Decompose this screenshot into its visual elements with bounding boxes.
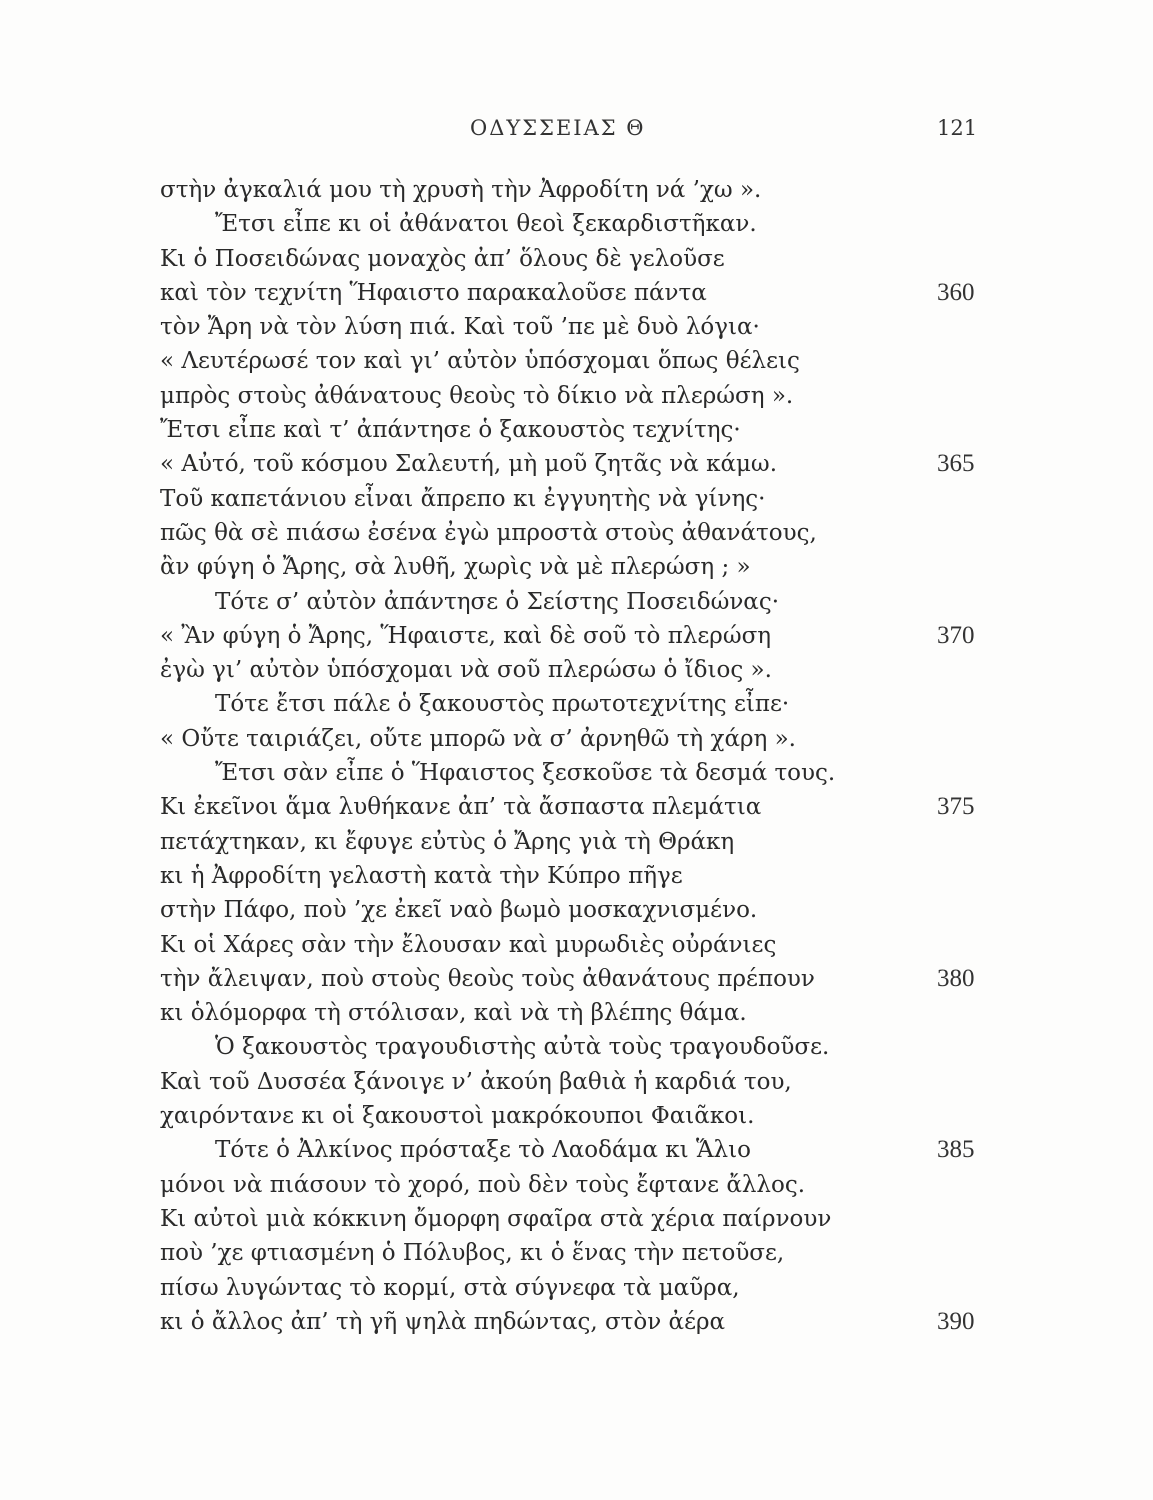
verse-line [0, 379, 1153, 413]
verse-line [0, 173, 1153, 207]
verse-line [0, 1065, 1153, 1099]
verse-line [0, 242, 1153, 276]
verse-text: Καὶ τοῦ Δυσσέα ξάνοιγε ν’ ἀκούη βαθιὰ ἡ καρδιά του, [160, 1068, 792, 1095]
verse-text: Κι ἐκεῖνοι ἅμα λυθήκανε ἀπ’ τὰ ἄσπαστα πλεμάτια [160, 794, 762, 821]
verse-line [0, 687, 1153, 721]
verse-text: πίσω λυγώντας τὸ κορμί, στὰ σύγνεφα τὰ μαῦρα, [160, 1274, 740, 1301]
verse-line [0, 825, 1153, 859]
verse-line [0, 722, 1153, 756]
line-number: 380 [937, 964, 975, 992]
verse-text: μπρὸς στοὺς ἀθάνατους θεοὺς τὸ δίκιο νὰ πλερώση ». [160, 382, 794, 409]
verse-line [0, 310, 1153, 344]
verse-text: Τοῦ καπετάνιου εἶναι ἄπρεπο κι ἐγγυητὴς νὰ γίνης· [160, 485, 766, 512]
verse-text: κι ὁ ἄλλος ἀπ’ τὴ γῆ ψηλὰ πηδώντας, στὸν ἀέρα [160, 1308, 726, 1335]
verse-text: τὸν Ἄρη νὰ τὸν λύση πιά. Καὶ τοῦ ’πε μὲ δυὸ λόγια· [160, 314, 760, 341]
verse-text: καὶ τὸν τεχνίτη Ἥφαιστο παρακαλοῦσε πάντα [160, 279, 707, 306]
verse-line [0, 550, 1153, 584]
page-header [0, 116, 1153, 146]
verse-text: ἂν φύγη ὁ Ἄρης, σὰ λυθῆ, χωρὶς νὰ μὲ πλερώση ; » [160, 554, 751, 581]
verse-text: Κι ὁ Ποσειδώνας μοναχὸς ἀπ’ ὅλους δὲ γελοῦσε [160, 245, 725, 272]
verse-text: Ὁ ξακουστὸς τραγουδιστὴς αὐτὰ τοὺς τραγουδοῦσε. [215, 1034, 830, 1061]
verse-line [0, 859, 1153, 893]
verse-text: πῶς θὰ σὲ πιάσω ἐσένα ἐγὼ μπροστὰ στοὺς ἀθανάτους, [160, 519, 817, 546]
verse-line [0, 344, 1153, 378]
line-number: 365 [937, 450, 975, 478]
verse-text: « Οὔτε ταιριάζει, οὔτε μπορῶ νὰ σ’ ἀρνηθῶ τὴ χάρη ». [160, 725, 796, 752]
verse-line [0, 1168, 1153, 1202]
verse-text: ἐγὼ γι’ αὐτὸν ὑπόσχομαι νὰ σοῦ πλερώσω ὁ ἴδιος ». [160, 657, 772, 684]
verse-line [0, 1202, 1153, 1236]
line-number: 370 [937, 621, 975, 649]
line-number: 360 [937, 278, 975, 306]
verse-text: « Λευτέρωσέ τον καὶ γι’ αὐτὸν ὑπόσχομαι ὅπως θέλεις [160, 348, 800, 375]
verse-line [0, 1133, 1153, 1167]
verse-text: χαιρόντανε κι οἱ ξακουστοὶ μακρόκουποι Φαιᾶκοι. [160, 1103, 755, 1130]
verse-text: Ἔτσι εἶπε καὶ τ’ ἀπάντησε ὁ ξακουστὸς τεχνίτης· [160, 417, 741, 444]
line-number: 390 [937, 1307, 975, 1335]
verse-text: μόνοι νὰ πιάσουν τὸ χορό, ποὺ δὲν τοὺς ἔφτανε ἄλλος. [160, 1171, 806, 1198]
verse-line [0, 447, 1153, 481]
verse-text: « Αὐτό, τοῦ κόσμου Σαλευτή, μὴ μοῦ ζητᾶς νὰ κάμω. [160, 451, 778, 478]
verse-line [0, 928, 1153, 962]
verse-line [0, 1305, 1153, 1339]
verse-text: πετάχτηκαν, κι ἔφυγε εὐτὺς ὁ Ἄρης γιὰ τὴ Θράκη [160, 828, 735, 855]
verse-line [0, 482, 1153, 516]
verse-text: κι ἡ Ἀφροδίτη γελαστὴ κατὰ τὴν Κύπρο πῆγε [160, 862, 683, 889]
verse-line [0, 790, 1153, 824]
verse-text: κι ὁλόμορφα τὴ στόλισαν, καὶ νὰ τὴ βλέπης θάμα. [160, 1000, 747, 1027]
poem-body [0, 173, 1153, 1339]
verse-line [0, 756, 1153, 790]
verse-text: Ἔτσι εἶπε κι οἱ ἀθάνατοι θεοὶ ξεκαρδιστῆκαν. [215, 211, 757, 238]
verse-text: Τότε ὁ Ἀλκίνος πρόσταξε τὸ Λαοδάμα κι Ἅλιο [215, 1137, 751, 1164]
verse-text: στὴν ἀγκαλιά μου τὴ χρυσὴ τὴν Ἀφροδίτη νά ’χω ». [160, 177, 762, 203]
verse-line [0, 1271, 1153, 1305]
verse-text: Κι αὐτοὶ μιὰ κόκκινη ὄμορφη σφαῖρα στὰ χέρια παίρνουν [160, 1205, 832, 1232]
verse-line [0, 653, 1153, 687]
verse-line [0, 619, 1153, 653]
verse-line [0, 962, 1153, 996]
verse-text: « Ἂν φύγη ὁ Ἄρης, Ἥφαιστε, καὶ δὲ σοῦ τὸ πλερώση [160, 622, 772, 649]
verse-text: στὴν Πάφο, ποὺ ’χε ἐκεῖ ναὸ βωμὸ μοσκαχνισμένο. [160, 897, 758, 924]
verse-text: Κι οἱ Χάρες σὰν τὴν ἔλουσαν καὶ μυρωδιὲς οὐράνιες [160, 931, 777, 958]
verse-line [0, 893, 1153, 927]
verse-text: Τότε ἔτσι πάλε ὁ ξακουστὸς πρωτοτεχνίτης εἶπε· [215, 691, 790, 718]
verse-line [0, 996, 1153, 1030]
line-number: 385 [937, 1136, 975, 1164]
verse-text: ποὺ ’χε φτιασμένη ὁ Πόλυβος, κι ὁ ἕνας τὴν πετοῦσε, [160, 1240, 785, 1267]
verse-text: Τότε σ’ αὐτὸν ἀπάντησε ὁ Σείστης Ποσειδώνας· [215, 588, 780, 615]
verse-text: Ἔτσι σὰν εἶπε ὁ Ἥφαιστος ξεσκοῦσε τὰ δεσμά τους. [215, 760, 836, 787]
running-title: ΟΔΥΣΣΕΙΑΣ Θ [470, 116, 646, 140]
line-number: 375 [937, 793, 975, 821]
verse-line [0, 585, 1153, 619]
verse-line [0, 413, 1153, 447]
verse-line [0, 1099, 1153, 1133]
verse-line [0, 516, 1153, 550]
verse-line [0, 207, 1153, 241]
verse-line [0, 1236, 1153, 1270]
verse-line [0, 276, 1153, 310]
verse-line [0, 1030, 1153, 1064]
page-number: 121 [937, 116, 978, 140]
verse-text: τὴν ἄλειψαν, ποὺ στοὺς θεοὺς τοὺς ἀθανάτους πρέπουν [160, 965, 815, 992]
